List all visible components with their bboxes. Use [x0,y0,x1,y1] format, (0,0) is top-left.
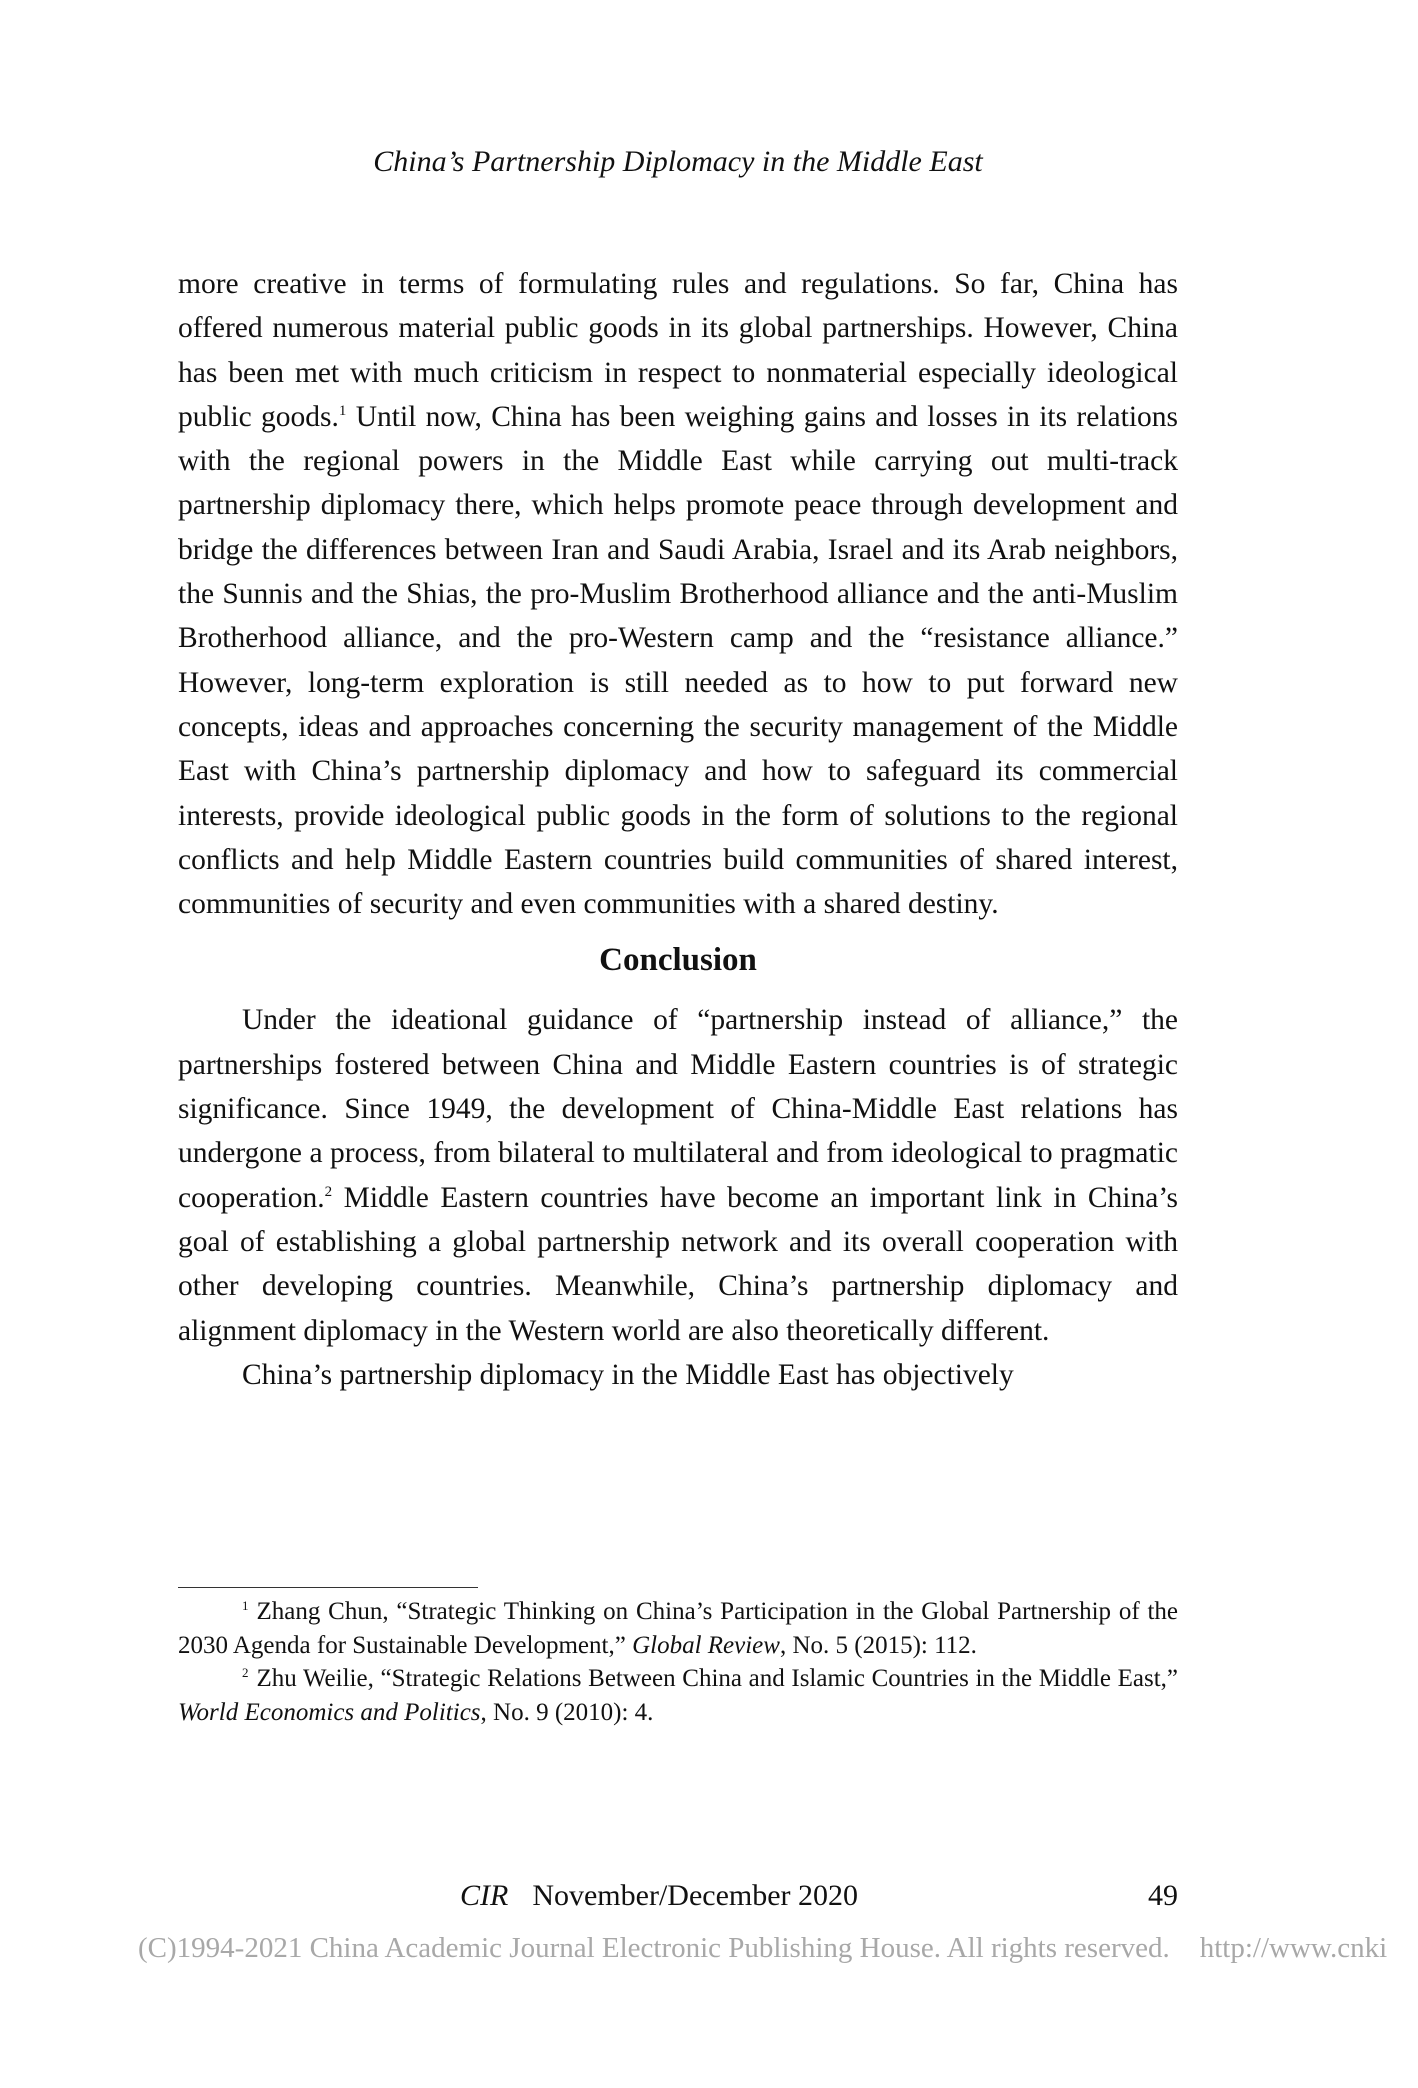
footnote-source: Global Review [632,1631,780,1659]
journal-issue: November/December 2020 [532,1879,859,1912]
running-header: China’s Partnership Diplomacy in the Middle East [373,145,983,178]
journal-abbr: CIR [460,1879,509,1912]
footnote-number: 1 [242,1597,249,1613]
section-heading-conclusion: Conclusion [599,942,757,979]
paragraph-text: Under the ideational guidance of “partnership instead of alliance,” the partnerships fostered between China and Middle Eastern countries is of strategic significance. Since 1949, the development of China-Middle East relations has undergone a process, from bilateral to multilateral and from ideological to pragmatic cooperation. [178,1004,1178,1214]
footnote-ref-1[interactable]: 1 [338,403,347,420]
paragraph-text: more creative in terms of formulating rules and regulations. So far, China has offered numerous material public goods in its global partnerships. However, China has been met with much criticism in respect to nonmaterial especially ideological public goods. [178,268,1178,433]
page-footer [178,1876,1178,1916]
copyright-watermark [138,1928,1387,1968]
footnote-ref-2[interactable]: 2 [324,1183,333,1200]
footnote-text: , No. 9 (2010): 4. [480,1698,654,1726]
footnote-divider [178,1587,478,1588]
paragraph-text: Middle Eastern countries have become an important link in China’s goal of establishing a global partnership network and its overall cooperation with other developing countries. Meanwhile, China’s partnership diplomacy and alignment diplomacy in the Western world are also theoretically different. [178,1181,1178,1347]
footnote-source: World Economics and Politics [178,1698,481,1726]
journal-info [460,1876,858,1916]
paragraph: China’s partnership diplomacy in the Middle East has objectively [242,1358,1014,1391]
paragraph-continuation [178,262,1178,926]
copyright-text: (C)1994-2021 China Academic Journal Electronic Publishing House. All rights reserved. [138,1932,1170,1964]
footnote-text: Zhang Chun, “Strategic Thinking on China’s Participation in the Global Partnership of the 2030 Agenda for Sustainable Development,” [178,1598,1178,1659]
footnote-number: 2 [242,1664,249,1680]
footnote-text: Zhu Weilie, “Strategic Relations Between China and Islamic Countries in the Middle East,” [256,1665,1178,1692]
footnote-1 [178,1595,1178,1662]
watermark-url[interactable]: http://www.cnki [1199,1932,1388,1964]
paragraph [178,998,1178,1352]
page-number: 49 [1148,1879,1178,1912]
footnote-text: , No. 5 (2015): 112. [779,1631,977,1659]
paragraph-text: Until now, China has been weighing gains and losses in its relations with the regional powers in the Middle East while carrying out multi-track partnership diplomacy there, which helps promote peace through development and bridge the differences between Iran and Saudi Arabia, Israel and its Arab neighbors, the Sunnis and the Shias, the pro-Muslim Brotherhood alliance and the anti-Muslim Brotherhood alliance, and the pro-Western camp and the “resistance alliance.” However, long-term exploration is still needed as to how to put forward new concepts, ideas and approaches concerning the security management of the Middle East with China’s partnership diplomacy and how to safeguard its commercial interests, provide ideological public goods in the form of solutions to the regional conflicts and help Middle Eastern countries build communities of shared interest, communities of security and even communities with a shared destiny. [178,400,1178,921]
footnote-2 [178,1662,1178,1729]
body-text [178,262,1178,1397]
footnotes [178,1595,1178,1729]
